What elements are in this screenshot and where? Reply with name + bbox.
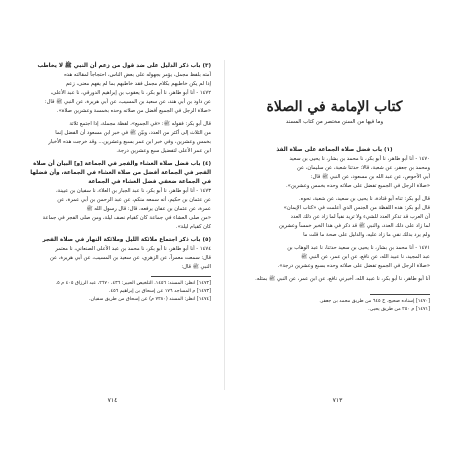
text-line: بخمس وعشرين، وفي خبر ابن عمر بسبع وعشرين... وقد خرجت هذه الأخبار (48, 139, 211, 145)
text-line: ولم يرد بذلك نفي ما زاد عليه، والدليل على صحة ما قلت ما (303, 232, 430, 238)
footnote-rule (370, 294, 430, 295)
chapter-heading: (٤) باب فضل صلاة العشاء والفجر في الجماعة [و] البيان أن صلاة (33, 161, 211, 167)
paragraph-gap (239, 271, 430, 275)
text-line: «صلاة الرجل في الجميع أفضل من صلاته وحده بخمسة وعشرين صلاة». (56, 108, 211, 114)
text-line: ١٤٧١ - أنا محمد بن بشار، نا يحيى بن سعيد حدثنا، نا عبد الوهاب بن (287, 245, 430, 251)
text-line: أنا أبو طاهر، نا أبو بكر، نا عبيد الله، أخبرني نافع، عن ابن عمر، عن النبي ﷺ بمثله. (255, 276, 430, 282)
paragraph-gap (20, 232, 211, 236)
text-line: ١٤٧٣ - أنا أبو طاهر، نا أبو بكر، نا عبد الجبار بن العلاء، نا سفيان بن عيينة، (55, 188, 211, 194)
book-chapter-title: كتاب الإمامة في الصلاة (266, 99, 403, 115)
text-line: ١٤٧٠ - أنا أبو طاهر، نا أبو بكر، نا محمد بن بشار، نا يحيى بن سعيد (289, 156, 430, 162)
text-line: ابن عمر الأعلى لتفضيل سبع وعشرين درجة. (116, 148, 211, 154)
footnote: [١٤٧١] م ٢٥٠ من طريق يحيى. (368, 307, 430, 312)
text-line: «صلاة الرجل في الجميع تفضل على صلاته وحده بخمس وعشرين». (286, 183, 430, 189)
text-line: من الثلاث إلى أكثر من العدد، وبيّن ﷺ في خبر ابن مسعود أن الفضل إنما (55, 130, 211, 136)
right-page (225, 0, 450, 450)
footnote: [١٤٧٣] م المساجد ١٧٦ عن إسحاق بن إبراهيم ٤٥٦. (109, 289, 211, 294)
chapter-heading: (٣) باب ذكر الدليل على ضد قول من زعم أن النبي ﷺ لا يخاطب (37, 63, 211, 69)
text-line: إذا لم يكن خاطبهم بكلام مجمل فقد خاطبهم بما لم يفهم معنى، زعم (65, 81, 211, 87)
text-line: عبد المجيد، نا عبيد الله، عن نافع، عن ابن عمر، عن النبي ﷺ (301, 254, 430, 260)
paragraph-gap (20, 116, 211, 120)
right-page-body (239, 146, 430, 284)
chapter-heading: (٥) باب ذكر اجتماع ملائكة الليل وملائكة النهار في صلاة الفجر (42, 237, 211, 243)
book-chapter-subtitle: وما فيها من السنن مختصر من كتاب المسند (285, 119, 384, 125)
text-line: كان كقيام ليلة». (175, 224, 211, 230)
page-number-right: ٧١٣ (332, 397, 343, 404)
paragraph-gap (239, 191, 430, 195)
text-line: عن عثمان بن حكيم، أنه سمعه منكم، عن عبد الرحمن بن أبي عمرة، عن (57, 197, 211, 203)
text-line: ومحمد بن جعفر، عن شعبة، قالا: حدثنا شعبة، عن سليمان، عن (297, 165, 430, 171)
paragraph-gap (239, 240, 430, 244)
text-line: عن داود بن أبي هند، عن سعيد بن المسيب، عن أبي هريرة، عن النبي ﷺ قال: (44, 99, 211, 105)
right-page-footnotes (239, 298, 430, 314)
text-line: قال أبو بكر: ثناه أبو قتادة، نا يحيى بن سعيد، عن شعبة، نحوه. (299, 196, 430, 202)
text-line: أبي الأحوص، عن عبد الله بن مسعود، عن النبي ﷺ قال: (310, 174, 430, 180)
chapter-heading: الفجر في الجماعة أفضل من صلاة العشاء في الجماعة، وأن فضلها (30, 170, 211, 176)
paragraph-gap (20, 156, 211, 160)
footnote-rule (151, 276, 211, 277)
footnote: [١٤٧٢] انظر: المسند: ١٤٥٦. التلخيص الحبير: ٤٣٦، ٢٦٧٠، عبد الرزاق ٤٠٥ م ٥. (55, 281, 211, 286)
page-number-left: ٧١٤ (107, 397, 118, 404)
text-line: لما زاد على ذلك العدد، والنبي ﷺ قد ذكر في هذا الخبر خمساً وعشرين (279, 223, 430, 229)
text-line: النبي ﷺ قال: (181, 264, 211, 270)
text-line: قال أبو بكر: فقوله ﷺ: «في الجميع»، لفظة مجملة، إذا اجتمع ثلاثة (69, 121, 211, 127)
footnote: [١٤٧٤] انظر: المسند (٧٢٨٠ م) عن إسحاق من طريق سفيان. (88, 297, 211, 302)
text-line: أن العرب قد تذكر العدد للشيء ولا تريد نفياً لما زاد عن ذلك العدد (290, 214, 430, 220)
text-line: قال: سمعت معمراً، عن الزهري، عن سعيد بن المسيب، عن أبي هريرة، عن (50, 255, 211, 261)
text-line: عمرة، عن عثمان بن عفان يرفعه، قال: قال رسول الله ﷺ (86, 206, 211, 212)
footnote: [١٤٧٠] إسناده صحيح. خ ٦٤٥ من طريق محمد بن جعفر. (319, 299, 430, 304)
text-line: أمته بلفظ مجمل، يؤمر بجهوله على بعض الناس، احتجاجاً لمقالته هذه (64, 72, 211, 78)
text-line: ١٤٧٢ - أنا أبو طاهر، نا أبو بكر، نا يعقوب بن إبراهيم الدورقي، نا عبد الأعلى، (50, 90, 211, 96)
left-page-footnotes (20, 280, 211, 304)
text-line: «صلاة الرجل في الجميع تفضل على صلاته وحده بسبع وعشرين درجة». (277, 263, 430, 269)
text-line: قال أبو بكر: هذه اللفظة من الجنس الذي أعلمت في «كتاب الإيمان» (283, 205, 430, 211)
text-line: ١٤٧٤ - أنا أبو طاهر، نا أبو بكر، نا محمد بن عبد الأعلى الصنعاني، نا معتمر (55, 246, 211, 252)
text-line: «من صلى العشاء في جماعة كان كقيام نصف ليلة، ومن صلى الفجر في جماعة (42, 215, 211, 221)
chapter-heading: في الجماعة ضعفي فضل العشاء في الجماعة (88, 179, 211, 185)
left-page-body (20, 62, 211, 272)
chapter-heading: (١) باب فضل صلاة الجماعة على صلاة الفذ (276, 147, 393, 153)
